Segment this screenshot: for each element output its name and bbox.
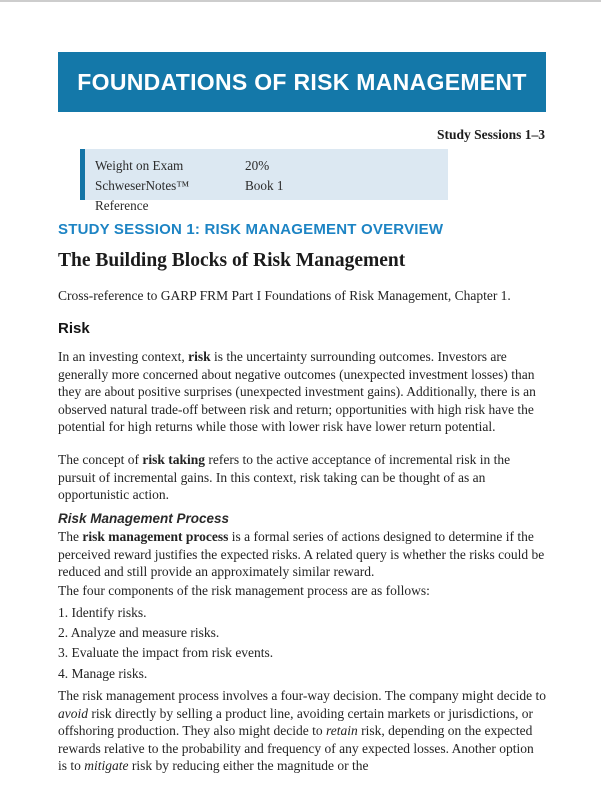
cross-reference-line: Cross-reference to GARP FRM Part I Foundations of Risk Management, Chapter 1.	[58, 288, 511, 303]
paragraph-process-intro: The risk management process is a formal series of actions designed to determine if the perceived reward justifies the expected risks. A related query is whether the risks could be reduced and still provide an approximately similar reward.	[58, 529, 545, 580]
exam-weight-label: Weight on Exam	[95, 158, 184, 173]
list-item: 3. Evaluate the impact from risk events.	[58, 645, 274, 661]
list-intro-line: The four components of the risk management process are as follows:	[58, 583, 430, 598]
risk-section-heading: Risk	[58, 320, 90, 337]
risk-management-process-heading: Risk Management Process	[58, 511, 230, 526]
exam-reference-label: SchweserNotes™ Reference	[95, 178, 190, 213]
study-sessions-range: Study Sessions 1–3	[436, 127, 545, 142]
exam-info-box	[80, 149, 448, 213]
list-item: 4. Manage risks.	[58, 665, 148, 681]
paragraph-risk-intro: In an investing context, risk is the uncertainty surrounding outcomes. Investors are generally more concerned about negative outcomes (unexpected investment losses) than they are about positive surprises (unexpected investment gains). Additionally, there is an observed natural trade-off between risk and return; opportunities with high risk have the potential for high returns while those with lower risk have lower return potential.	[58, 349, 536, 435]
study-session-heading: STUDY SESSION 1: RISK MANAGEMENT OVERVIEW	[58, 221, 444, 238]
paragraph-four-way-decision: The risk management process involves a four-way decision. The company might decide to avoid risk directly by selling a product line, avoiding certain markets or jurisdictions, or offshoring production. They also might decide to retain risk, depending on the expected rewards relative to the probability and frequency of any expected losses. Another option is to mitigate risk by reducing either the magnitude or the	[58, 688, 546, 774]
exam-info-row-weight	[95, 156, 448, 176]
list-item: 2. Analyze and measure risks.	[58, 625, 220, 641]
process-steps-list	[58, 603, 546, 684]
exam-info-row-reference	[95, 176, 448, 216]
chapter-banner	[58, 52, 546, 112]
exam-info-rows	[85, 149, 448, 216]
list-item: 1. Identify risks.	[58, 605, 147, 620]
exam-weight-value: 20%	[245, 158, 270, 173]
banner-title: FOUNDATIONS OF RISK MANAGEMENT	[77, 68, 527, 95]
exam-reference-value: Book 1	[245, 178, 284, 193]
page-top-border	[0, 0, 601, 2]
paragraph-risk-taking: The concept of risk taking refers to the active acceptance of incremental risk in the pursuit of incremental gains. In this context, risk taking can be thought of as an opportunistic action.	[58, 452, 511, 503]
chapter-title: The Building Blocks of Risk Management	[58, 250, 406, 271]
